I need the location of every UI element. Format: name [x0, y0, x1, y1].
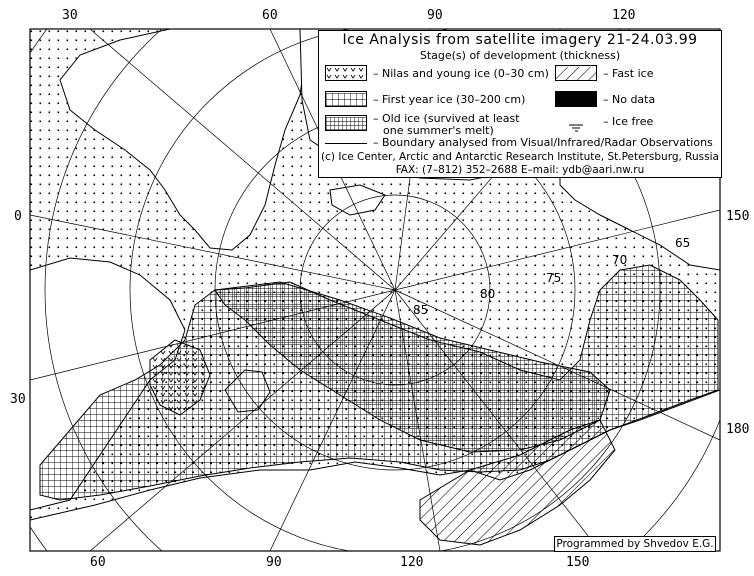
legend-fast-ice: – Fast ice	[603, 67, 654, 80]
bottom-tick-120: 120	[400, 555, 424, 570]
legend-no-data: – No data	[603, 93, 656, 106]
swatch-no-data	[555, 91, 597, 107]
swatch-fast-ice	[555, 65, 597, 81]
legend-young-ice: – Nilas and young ice (0–30 cm)	[373, 67, 549, 80]
swatch-young-ice	[325, 65, 367, 81]
legend-ice-free: – Ice free	[603, 115, 654, 128]
legend-old-ice-line1: – Old ice (survived at least	[373, 112, 520, 125]
right-tick-180: 180	[726, 422, 750, 437]
lat-label-70: 70	[612, 253, 628, 267]
legend-boundary: – Boundary analysed from Visual/Infrared/Radar Observations	[373, 136, 713, 149]
right-tick-150: 150	[726, 209, 750, 224]
swatch-first-year-ice	[325, 91, 367, 107]
legend-contact: FAX: (7–812) 352–2688 E–mail: ydb@aari.nw.ru	[395, 164, 645, 176]
young-ice-swatch-icon	[326, 67, 366, 81]
legend-first-year-ice: – First year ice (30–200 cm)	[373, 93, 526, 106]
first-year-swatch-icon	[326, 93, 366, 107]
old-ice-swatch-icon	[326, 117, 366, 131]
left-tick-0: 0	[14, 209, 22, 224]
lat-label-80: 80	[480, 287, 496, 301]
lat-label-85: 85	[413, 303, 429, 317]
top-tick-90: 90	[427, 8, 443, 23]
boundary-line-sample	[325, 143, 367, 144]
legend-institute: (c) Ice Center, Arctic and Antarctic Research Institute, St.Petersburg, Russia	[321, 151, 719, 163]
bottom-tick-150: 150	[566, 555, 590, 570]
top-tick-120: 120	[612, 8, 636, 23]
lat-label-75: 75	[546, 271, 562, 285]
bottom-tick-60: 60	[90, 555, 106, 570]
legend-box	[318, 30, 722, 178]
ice-free-icon	[567, 117, 587, 127]
bottom-tick-90: 90	[266, 555, 282, 570]
legend-old-ice-line2: one summer's melt)	[383, 124, 494, 137]
left-tick-30: 30	[10, 392, 26, 407]
swatch-old-ice	[325, 115, 367, 131]
legend-title: Ice Analysis from satellite imagery 21-24.03.99	[342, 32, 698, 48]
lat-label-65: 65	[675, 236, 691, 250]
credit-label: Programmed by Shvedov E.G.	[554, 536, 716, 552]
fast-ice-swatch-icon	[556, 67, 596, 81]
top-tick-60: 60	[262, 8, 278, 23]
top-tick-30: 30	[62, 8, 78, 23]
legend-subtitle: Stage(s) of development (thickness)	[419, 49, 621, 62]
